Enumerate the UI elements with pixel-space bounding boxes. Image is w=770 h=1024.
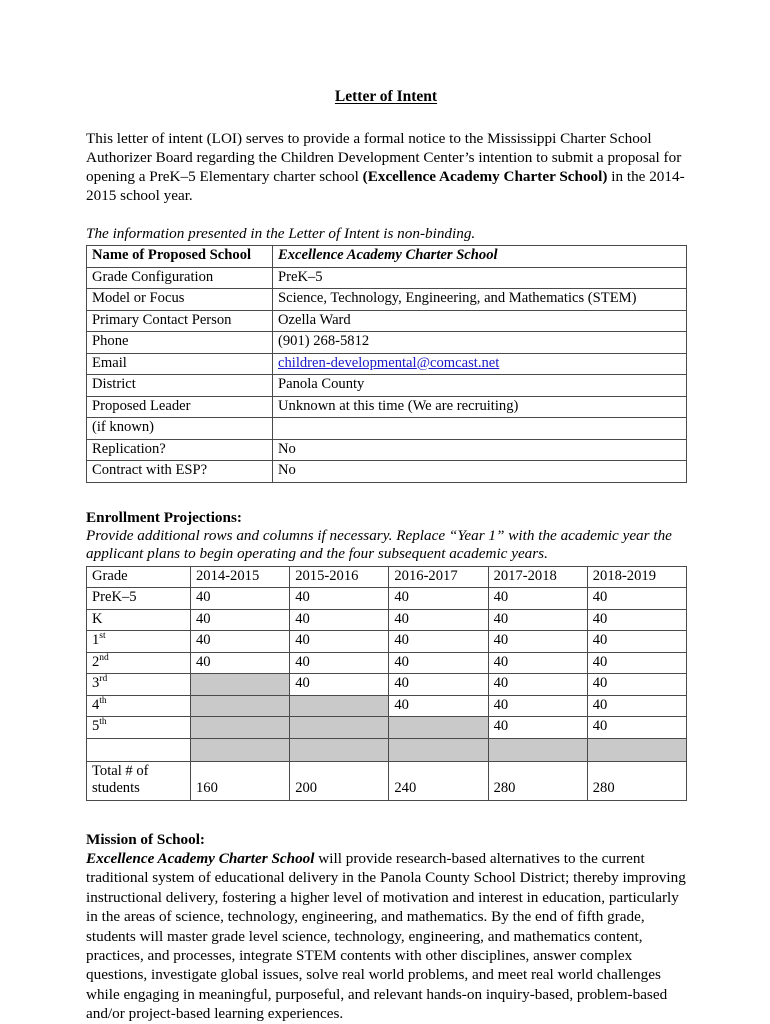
enrollment-cell: 40 xyxy=(191,588,290,610)
enrollment-cell: 40 xyxy=(191,631,290,653)
enrollment-total-value: 280 xyxy=(587,761,686,800)
enrollment-cell xyxy=(389,738,488,761)
enrollment-cell xyxy=(290,738,389,761)
table-row xyxy=(87,418,687,440)
page-title-text: Letter of Intent xyxy=(334,88,438,105)
enrollment-cell: 40 xyxy=(488,674,587,696)
enrollment-cell: 40 xyxy=(191,609,290,631)
table-row xyxy=(87,738,687,761)
enrollment-grade-label xyxy=(87,674,191,696)
grade-ordinal-suffix: rd xyxy=(99,674,108,685)
enrollment-cell xyxy=(191,695,290,717)
enrollment-column-header: 2015-2016 xyxy=(290,566,389,588)
info-row-label: Model or Focus xyxy=(87,289,273,311)
info-row-value: (901) 268-5812 xyxy=(273,332,687,354)
enrollment-total-value: 240 xyxy=(389,761,488,800)
table-row xyxy=(87,353,687,375)
enrollment-cell xyxy=(191,674,290,696)
enrollment-cell: 40 xyxy=(488,652,587,674)
enrollment-projections-table xyxy=(86,566,687,801)
table-row xyxy=(87,674,687,696)
mission-heading: Mission of School: xyxy=(86,830,205,848)
enrollment-cell: 40 xyxy=(290,631,389,653)
enrollment-total-value: 280 xyxy=(488,761,587,800)
info-row-label: Primary Contact Person xyxy=(87,310,273,332)
table-row xyxy=(87,695,687,717)
info-row-label: Replication? xyxy=(87,439,273,461)
mission-body-text: will provide research-based alternatives to the current traditional system of educational delivery in the Panola County School District; thereby improving instructional delivery, fostering a higher level of motivation and interest in education, particularly in the areas of science, technology, engineering, and mathematics. By the end of fifth grade, students will master grade level science, technology, engineering, and mathematics content, practices, and processes, integrate STEM contents with other disciplines, answer complex questions, investigate global issues, solve real world problems, and meet real world challenges while engaging in meaningful, purposeful, and relevant hands-on inquiry-based, problem-based and/or project-based learning experiences. xyxy=(86,849,686,1023)
enrollment-column-header: 2016-2017 xyxy=(389,566,488,588)
enrollment-grade-label xyxy=(87,717,191,739)
enrollment-column-header: Grade xyxy=(87,566,191,588)
enrollment-grade-label xyxy=(87,695,191,717)
enrollment-cell: 40 xyxy=(587,674,686,696)
school-info-table xyxy=(86,245,687,483)
enrollment-cell xyxy=(290,717,389,739)
enrollment-cell: 40 xyxy=(488,631,587,653)
enrollment-heading: Enrollment Projections: xyxy=(86,508,242,526)
table-row xyxy=(87,332,687,354)
info-row-label: Proposed Leader xyxy=(87,396,273,418)
table-row xyxy=(87,588,687,610)
table-row xyxy=(87,289,687,311)
info-row-value: No xyxy=(273,439,687,461)
enrollment-grade-label: K xyxy=(87,609,191,631)
enrollment-grade-label xyxy=(87,738,191,761)
grade-number: 2 xyxy=(92,653,100,670)
grade-ordinal-suffix: th xyxy=(99,696,107,707)
info-row-label: Name of Proposed School xyxy=(87,246,273,268)
enrollment-cell: 40 xyxy=(389,674,488,696)
enrollment-cell: 40 xyxy=(290,609,389,631)
table-row xyxy=(87,609,687,631)
enrollment-note: Provide additional rows and columns if necessary. Replace “Year 1” with the academic year the applicant plans to begin operating and the four subsequent academic years. xyxy=(86,526,672,563)
table-row xyxy=(87,310,687,332)
enrollment-cell xyxy=(290,695,389,717)
intro-text-before: This letter of intent (LOI) serves to provide a formal notice to the Mississippi Charter School Authorizer Board regarding the Children Development Center’s intention to submit a proposal for opening a PreK–5 Elementary charter school xyxy=(86,129,682,185)
enrollment-cell xyxy=(191,717,290,739)
grade-number: 3 xyxy=(92,675,100,692)
enrollment-total-value: 160 xyxy=(191,761,290,800)
enrollment-cell: 40 xyxy=(290,652,389,674)
info-row-label: Phone xyxy=(87,332,273,354)
enrollment-cell: 40 xyxy=(389,652,488,674)
enrollment-cell: 40 xyxy=(587,695,686,717)
enrollment-cell xyxy=(389,717,488,739)
grade-number: 5 xyxy=(92,718,100,735)
mission-paragraph xyxy=(86,849,686,1024)
info-row-label: (if known) xyxy=(87,418,273,440)
enrollment-cell: 40 xyxy=(290,588,389,610)
info-row-value: Science, Technology, Engineering, and Mathematics (STEM) xyxy=(273,289,687,311)
info-row-value: Excellence Academy Charter School xyxy=(273,246,687,268)
email-link[interactable]: children-developmental@comcast.net xyxy=(278,354,500,371)
table-row xyxy=(87,631,687,653)
enrollment-total-label: Total # of students xyxy=(87,761,191,800)
enrollment-cell: 40 xyxy=(587,609,686,631)
enrollment-cell: 40 xyxy=(587,631,686,653)
info-row-label: Email xyxy=(87,353,273,375)
enrollment-cell: 40 xyxy=(488,695,587,717)
info-row-value: No xyxy=(273,461,687,483)
enrollment-cell: 40 xyxy=(389,588,488,610)
enrollment-column-header: 2018-2019 xyxy=(587,566,686,588)
enrollment-grade-label xyxy=(87,652,191,674)
enrollment-cell: 40 xyxy=(389,631,488,653)
enrollment-cell xyxy=(191,738,290,761)
enrollment-table-body xyxy=(87,566,687,800)
table-row xyxy=(87,717,687,739)
enrollment-total-value: 200 xyxy=(290,761,389,800)
enrollment-cell: 40 xyxy=(290,674,389,696)
enrollment-cell: 40 xyxy=(488,609,587,631)
enrollment-cell: 40 xyxy=(389,695,488,717)
mission-school-name: Excellence Academy Charter School xyxy=(86,849,315,867)
info-row-value: Unknown at this time (We are recruiting) xyxy=(273,396,687,418)
school-info-table-body xyxy=(87,246,687,483)
enrollment-grade-label: PreK–5 xyxy=(87,588,191,610)
table-row xyxy=(87,396,687,418)
enrollment-cell: 40 xyxy=(587,588,686,610)
enrollment-cell: 40 xyxy=(488,588,587,610)
enrollment-cell: 40 xyxy=(587,717,686,739)
enrollment-cell xyxy=(488,738,587,761)
enrollment-cell: 40 xyxy=(191,652,290,674)
enrollment-grade-label xyxy=(87,631,191,653)
info-row-label: Contract with ESP? xyxy=(87,461,273,483)
info-row-value xyxy=(273,418,687,440)
enrollment-cell: 40 xyxy=(389,609,488,631)
info-row-label: District xyxy=(87,375,273,397)
table-row xyxy=(87,652,687,674)
table-header-row xyxy=(87,566,687,588)
grade-number: 4 xyxy=(92,696,100,713)
enrollment-total-row xyxy=(87,761,687,800)
intro-school-name: (Excellence Academy Charter School) xyxy=(362,168,608,185)
nonbinding-note: The information presented in the Letter of Intent is non-binding. xyxy=(86,225,476,243)
intro-text-after: in the 2014-2015 school year. xyxy=(86,168,685,205)
info-row-value: Panola County xyxy=(273,375,687,397)
table-row xyxy=(87,439,687,461)
enrollment-column-header: 2017-2018 xyxy=(488,566,587,588)
info-row-value xyxy=(273,353,687,375)
enrollment-cell: 40 xyxy=(488,717,587,739)
page-title xyxy=(86,88,686,107)
info-row-value: PreK–5 xyxy=(273,267,687,289)
table-row xyxy=(87,375,687,397)
enrollment-cell: 40 xyxy=(587,652,686,674)
enrollment-cell xyxy=(587,738,686,761)
grade-number: 1 xyxy=(92,632,100,649)
grade-ordinal-suffix: th xyxy=(99,717,107,728)
info-row-value: Ozella Ward xyxy=(273,310,687,332)
grade-ordinal-suffix: st xyxy=(99,631,106,642)
info-row-label: Grade Configuration xyxy=(87,267,273,289)
intro-paragraph xyxy=(86,129,686,206)
enrollment-column-header: 2014-2015 xyxy=(191,566,290,588)
table-row xyxy=(87,267,687,289)
table-row xyxy=(87,246,687,268)
table-row xyxy=(87,461,687,483)
grade-ordinal-suffix: nd xyxy=(99,653,109,664)
